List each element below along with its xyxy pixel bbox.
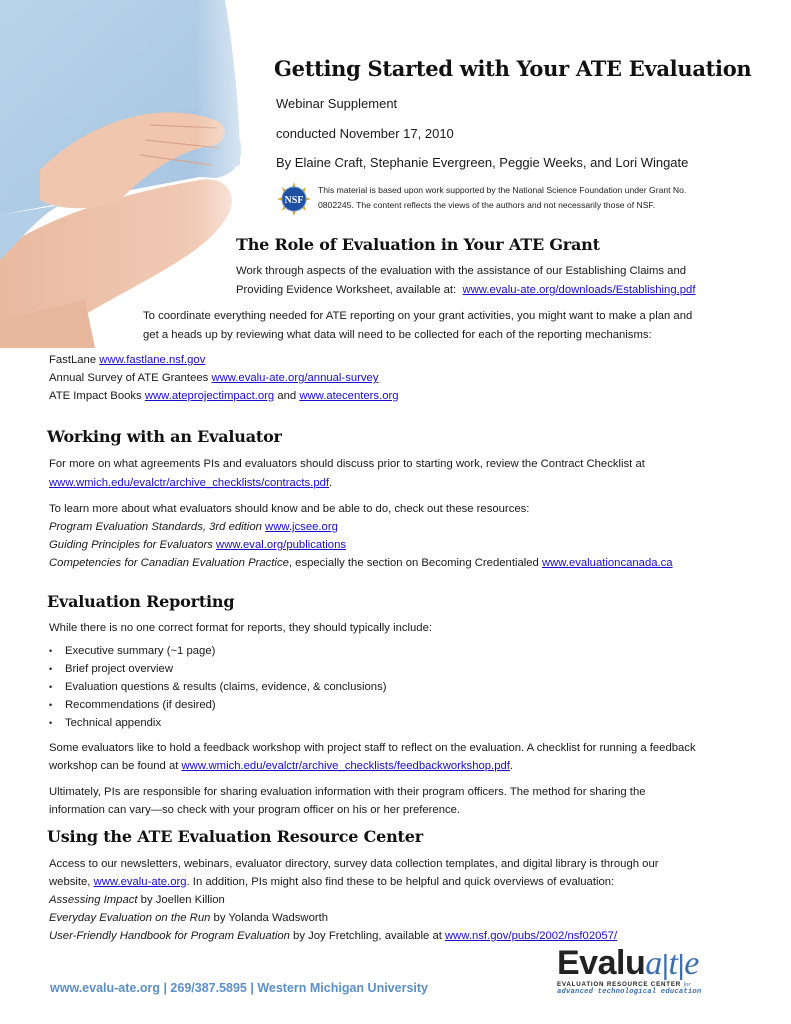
evaluate-logo (557, 944, 747, 996)
logo-bar: | (661, 949, 669, 980)
contracts-checklist-link[interactable]: www.wmich.edu/evalctr/archive_checklists/contracts.pdf (49, 477, 330, 489)
mechanism-label: Annual Survey of ATE Grantees (49, 372, 212, 384)
logo-tagline-text: EVALUATION RESOURCE CENTER (557, 981, 684, 988)
role-para1-line2 (236, 281, 695, 299)
text: website, (49, 876, 94, 888)
sharing-line1: Ultimately, PIs are responsible for sharing evaluation information with their program officers. The method for sharing the (49, 786, 646, 798)
evalu-ate-website-link[interactable]: www.evalu-ate.org (93, 876, 187, 888)
nsf-logo-icon (275, 182, 313, 216)
list-item: • Recommendations (if desired) (39, 696, 387, 714)
role-para1-line2-text: Providing Evidence Worksheet, available at: (236, 284, 463, 296)
book-author: by Joellen Killion (137, 894, 225, 906)
logo-a: a (645, 945, 662, 982)
document-title: Getting Started with Your ATE Evaluation (274, 56, 752, 81)
role-section-heading: The Role of Evaluation in Your ATE Grant (236, 235, 600, 254)
logo-word-start: Evalu (557, 944, 646, 982)
logo-e: e (684, 945, 699, 982)
feedback-workshop-link[interactable]: www.wmich.edu/evalctr/archive_checklists/feedbackworkshop.pdf (181, 760, 510, 772)
footer-contact: www.evalu-ate.org | 269/387.5895 | Western Michigan University (50, 981, 428, 995)
logo-tagline-1 (557, 981, 747, 988)
list-item: • Technical appendix (39, 714, 387, 732)
jcsee-link[interactable]: www.jcsee.org (265, 521, 338, 533)
nsf-logo-text: NSF (284, 195, 304, 206)
authors-line: By Elaine Craft, Stephanie Evergreen, Peggie Weeks, and Lori Wingate (276, 155, 689, 170)
mechanism-annual-survey (49, 369, 378, 387)
sharing-line2: information can vary—so check with your program officer on his or her preference. (49, 804, 461, 816)
resource-title: Guiding Principles for Evaluators (49, 539, 213, 551)
evaluator-para2-intro: To learn more about what evaluators should know and be able to do, check out these resources: (49, 503, 530, 515)
reporting-section-heading: Evaluation Reporting (47, 592, 235, 611)
role-para2-line2: get a heads up by reviewing what data will need to be collected for each of the reporting mechanisms: (143, 329, 652, 341)
period: . (509, 760, 514, 772)
mechanism-label: ATE Impact Books (49, 390, 145, 402)
book-author: by Joy Fretchling, available at (289, 930, 446, 942)
book-item (49, 891, 225, 909)
eval-publications-link[interactable]: www.eval.org/publications (216, 539, 347, 551)
logo-tagline-2: advanced technological education (557, 988, 702, 996)
resource-center-line1: Access to our newsletters, webinars, evaluator directory, survey data collection templates, and digital library is through our (49, 858, 659, 870)
nsf-handbook-link[interactable]: www.nsf.gov/pubs/2002/nsf02057/ (445, 930, 618, 942)
list-item: • Evaluation questions & results (claims, evidence, & conclusions) (39, 678, 387, 696)
resource-center-line2 (49, 873, 614, 891)
date-line: conducted November 17, 2010 (276, 126, 454, 141)
book-title: Assessing Impact (49, 894, 138, 906)
resource-title: Competencies for Canadian Evaluation Practice (49, 557, 289, 569)
logo-t: t (668, 945, 678, 982)
book-title: User-Friendly Handbook for Program Evaluation (49, 930, 290, 942)
feedback-line2 (49, 757, 513, 775)
mechanism-label: FastLane (49, 354, 100, 366)
logo-bar: | (677, 949, 685, 980)
list-item: • Executive summary (~1 page) (39, 642, 387, 660)
evaluator-para1-line1: For more on what agreements PIs and evaluators should discuss prior to starting work, review the Contract Checklist at (49, 458, 645, 470)
report-contents-list (39, 642, 387, 732)
mechanism-joiner: and (274, 390, 300, 402)
resource-title: Program Evaluation Standards, 3rd edition (49, 521, 262, 533)
annual-survey-link[interactable]: www.evalu-ate.org/annual-survey (211, 372, 379, 384)
ateprojectimpact-link[interactable]: www.ateprojectimpact.org (144, 390, 275, 402)
book-title: Everyday Evaluation on the Run (49, 912, 211, 924)
fastlane-link[interactable]: www.fastlane.nsf.gov (99, 354, 206, 366)
evaluator-para1-line2 (49, 474, 332, 492)
evaluationcanada-link[interactable]: www.evaluationcanada.ca (541, 557, 673, 569)
logo-tagline-for: for (683, 981, 691, 988)
resource-center-heading: Using the ATE Evaluation Resource Center (47, 827, 423, 846)
establishing-worksheet-link[interactable]: www.evalu-ate.org/downloads/Establishing.pdf (462, 284, 696, 296)
atecenters-link[interactable]: www.atecenters.org (299, 390, 399, 402)
nsf-note-line1: This material is based upon work supported by the National Science Foundation under Grant No. (318, 185, 687, 195)
role-para1-line1: Work through aspects of the evaluation with the assistance of our Establishing Claims and (236, 265, 687, 277)
resource-item (49, 518, 338, 536)
period: . (329, 477, 333, 489)
resource-middle: , especially the section on Becoming Credentialed (288, 557, 542, 569)
feedback-text: workshop can be found at (49, 760, 182, 772)
mechanism-impact-books (49, 387, 399, 405)
subtitle: Webinar Supplement (276, 96, 398, 111)
mechanism-fastlane (49, 351, 205, 369)
evaluator-section-heading: Working with an Evaluator (47, 427, 282, 446)
resource-item (49, 554, 673, 572)
text: . In addition, PIs might also find these to be helpful and quick overviews of evaluation: (186, 876, 615, 888)
book-author: by Yolanda Wadsworth (210, 912, 329, 924)
list-item: • Brief project overview (39, 660, 387, 678)
evaluate-wordmark (557, 944, 747, 982)
resource-item (49, 536, 346, 554)
reporting-intro: While there is no one correct format for reports, they should typically include: (49, 622, 433, 634)
book-item (49, 927, 617, 945)
feedback-line1: Some evaluators like to hold a feedback workshop with project staff to reflect on the evaluation. A checklist for running a feedback (49, 742, 696, 754)
role-para2-line1: To coordinate everything needed for ATE reporting on your grant activities, you might want to make a plan and (143, 310, 693, 322)
nsf-note-line2: 0802245. The content reflects the views of the authors and not necessarily those of NSF. (318, 200, 656, 210)
book-item (49, 909, 328, 927)
